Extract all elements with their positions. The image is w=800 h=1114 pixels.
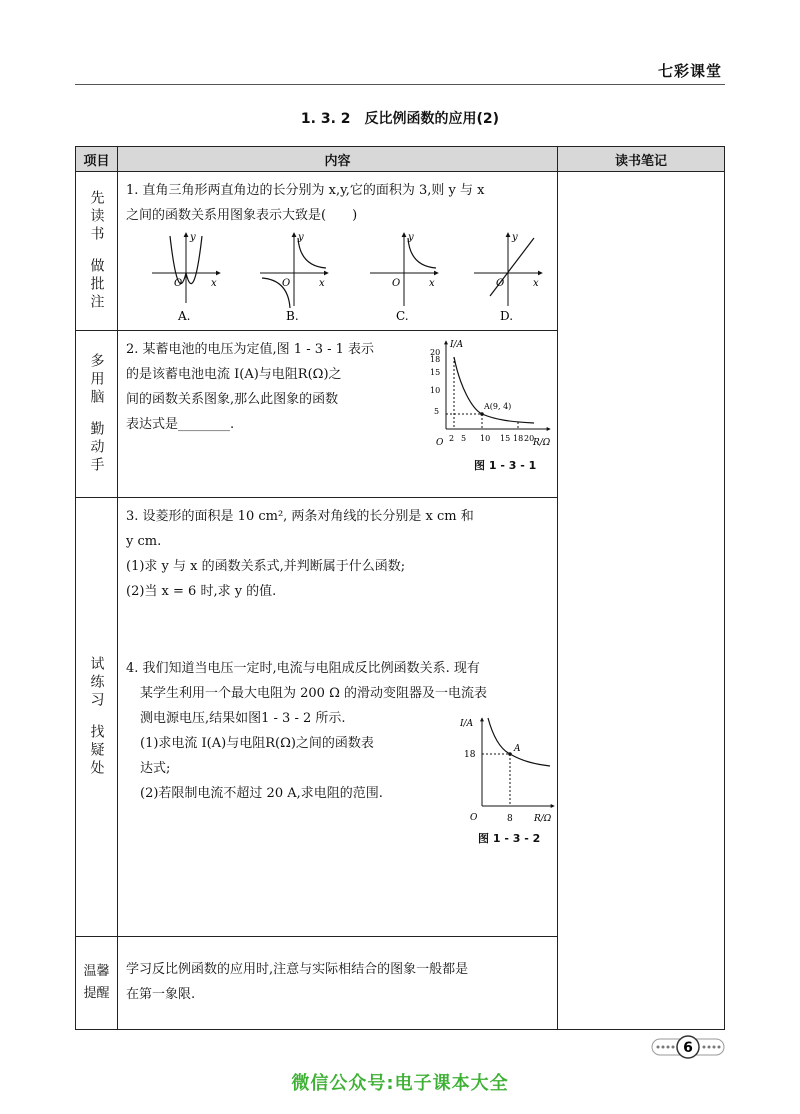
page-number: 6 — [683, 1040, 693, 1056]
footer-watermark: 微信公众号:电子课本大全 — [291, 1073, 509, 1094]
section-label-3b: 找疑处 — [88, 724, 105, 778]
section-label-1b: 做批注 — [88, 258, 105, 312]
header-notes: 读书笔记 — [558, 147, 725, 172]
option-b-x-label: x — [319, 278, 325, 289]
fig1-ytick-10: 10 — [430, 386, 441, 395]
figure-1-3-2 — [454, 714, 558, 824]
fig2-curve — [488, 718, 550, 766]
option-c-x-label: x — [429, 278, 435, 289]
q3-line1: 3. 设菱形的面积是 10 cm², 两条对角线的长分别是 x cm 和 — [126, 509, 474, 524]
fig1-ytick-20: 20 — [430, 348, 441, 357]
fig1-xtick-18: 18 — [513, 434, 524, 443]
q2-line2: 的是该蓄电池电流 I(A)与电阻R(Ω)之 — [126, 367, 342, 382]
q3-line3: (1)求 y 与 x 的函数关系式,并判断属于什么函数; — [126, 559, 406, 574]
q4-line5: 达式; — [140, 761, 171, 776]
option-d-x-label: x — [533, 278, 539, 289]
fig1-xtick-20: 20 — [524, 434, 535, 443]
header-rule — [75, 84, 725, 85]
section-label-3 — [76, 498, 118, 937]
option-d-label: D. — [500, 309, 514, 323]
figure-1-3-1 — [416, 335, 556, 463]
q1-line2: 之间的函数关系用图象表示大致是( ) — [126, 208, 358, 223]
question-3 — [118, 498, 557, 604]
brand-logo: 七彩课堂 — [657, 62, 722, 80]
section-label-4 — [76, 937, 118, 1030]
q2-line4: 表达式是________. — [126, 417, 235, 432]
section-label-2a: 多用脑 — [88, 353, 105, 407]
tip-line1: 学习反比例函数的应用时,注意与实际相结合的图象一般都是 — [126, 962, 469, 977]
figure-1-3-1-caption: 图 1 - 3 - 1 — [474, 459, 537, 472]
option-a-x-label: x — [211, 278, 217, 289]
fig1-origin: O — [436, 438, 444, 448]
section-label-1a: 先读书 — [88, 190, 105, 244]
option-b-y-label: y — [298, 232, 304, 243]
notes-area[interactable] — [558, 172, 725, 1030]
section-label-2b: 勤动手 — [88, 421, 105, 475]
fig1-xtick-10: 10 — [480, 434, 491, 443]
fig1-curve — [454, 357, 534, 423]
fig1-point-label: A(9, 4) — [484, 402, 512, 411]
question-2 — [118, 331, 558, 498]
header-item: 项目 — [76, 147, 118, 172]
option-b-graph — [260, 232, 328, 308]
section-label-4b: 提醒 — [83, 986, 110, 1001]
q2-line1: 2. 某蓄电池的电压为定值,图 1 - 3 - 1 表示 — [126, 342, 375, 357]
option-c-graph — [370, 232, 438, 306]
q4-line4: (1)求电流 I(A)与电阻R(Ω)之间的函数表 — [140, 736, 374, 751]
page-title: 1. 3. 2 反比例函数的应用(2) — [300, 111, 500, 127]
section-label-4a: 温馨 — [83, 964, 110, 979]
option-c-origin: O — [392, 278, 401, 289]
fig1-y-label: I/A — [450, 340, 464, 350]
q4-line3: 测电源电压,结果如图1 - 3 - 2 所示. — [140, 711, 346, 726]
figure-1-3-2-caption: 图 1 - 3 - 2 — [478, 832, 541, 845]
fig1-xtick-5: 5 — [461, 434, 467, 443]
fig1-x-label: R/Ω — [533, 438, 551, 448]
question-3-4 — [118, 498, 558, 937]
page-number-badge — [650, 1034, 726, 1060]
q2-line3: 间的函数关系图象,那么此图象的函数 — [126, 392, 339, 407]
fig2-x-label: R/Ω — [534, 814, 552, 824]
q4-line1: 4. 我们知道当电压一定时,电流与电阻成反比例函数关系. 现有 — [126, 661, 480, 676]
q4-line2: 某学生利用一个最大电阻为 200 Ω 的滑动变阻器及一电流表 — [140, 686, 487, 701]
study-table — [75, 146, 725, 1030]
option-d-graph — [474, 232, 542, 306]
fig2-y-label: I/A — [460, 719, 474, 729]
option-b-origin: O — [282, 278, 291, 289]
fig1-xtick-15: 15 — [500, 434, 511, 443]
fig1-ytick-18: 18 — [430, 355, 441, 364]
fig1-ytick-15: 15 — [430, 368, 441, 377]
option-c-label: C. — [396, 309, 409, 323]
fig2-xtick-8: 8 — [507, 814, 513, 824]
fig1-xtick-2: 2 — [449, 434, 455, 443]
fig2-ytick-18: 18 — [464, 750, 476, 760]
section-label-1 — [76, 172, 118, 331]
q4-line6: (2)若限制电流不超过 20 A,求电阻的范围. — [140, 786, 383, 801]
q1-options-graphs — [118, 228, 558, 326]
fig1-ytick-5: 5 — [434, 407, 440, 416]
section-label-2 — [76, 331, 118, 498]
q3-line2: y cm. — [126, 534, 162, 549]
option-a-label: A. — [178, 309, 191, 323]
fig2-origin: O — [470, 813, 478, 823]
question-1 — [118, 172, 558, 331]
q3-line4: (2)当 x = 6 时,求 y 的值. — [126, 584, 277, 599]
option-b-label: B. — [286, 309, 299, 323]
fig1-point-a — [480, 412, 484, 416]
option-a-graph — [152, 232, 220, 303]
header-content: 内容 — [118, 147, 558, 172]
fig2-point-a — [508, 752, 512, 756]
tip-line2: 在第一象限. — [126, 987, 196, 1002]
option-a-y-label: y — [190, 232, 196, 243]
fig2-point-label: A — [514, 744, 521, 754]
option-a-origin: O — [174, 278, 183, 289]
option-d-y-label: y — [512, 232, 518, 243]
q1-line1: 1. 直角三角形两直角边的长分别为 x,y,它的面积为 3,则 y 与 x — [126, 183, 485, 198]
option-d-origin: O — [496, 278, 505, 289]
section-label-3a: 试练习 — [88, 656, 105, 710]
option-c-y-label: y — [408, 232, 414, 243]
tip-content — [118, 937, 558, 1030]
